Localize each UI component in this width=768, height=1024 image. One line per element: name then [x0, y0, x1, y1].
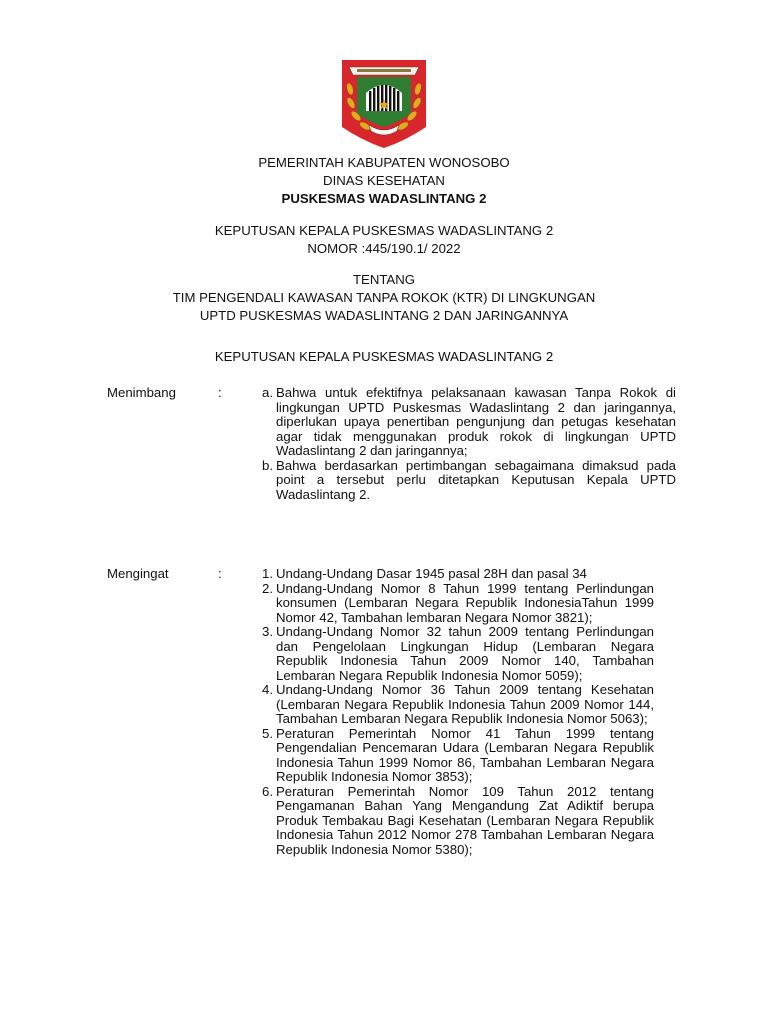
list-marker: 3.	[262, 624, 273, 639]
about-label: TENTANG	[352, 272, 416, 287]
list-item	[253, 459, 676, 503]
list-item	[253, 785, 654, 858]
list-item	[253, 582, 654, 626]
decree-number: NOMOR :445/190.1/ 2022	[307, 241, 461, 256]
list-marker: 5.	[262, 725, 273, 741]
department-name: DINAS KESEHATAN	[323, 173, 445, 188]
list-item	[253, 567, 654, 582]
list-item-text: Bahwa berdasarkan pertimbangan sebagaimana dimaksud pada point a tersebut perlu ditetapkan Keputusan Kepala UPTD Wadaslintang 2.	[276, 457, 676, 502]
list-marker: a.	[262, 385, 273, 400]
institution-name: PUSKESMAS WADASLINTANG 2	[281, 191, 487, 206]
list-marker: 1.	[262, 566, 273, 581]
mengingat-label: Mengingat	[107, 566, 169, 581]
list-item	[253, 727, 654, 785]
list-marker: 6.	[262, 783, 273, 799]
decree-heading: KEPUTUSAN KEPALA PUSKESMAS WADASLINTANG 2	[214, 349, 554, 364]
list-marker: b.	[262, 457, 273, 473]
regency-emblem-icon	[341, 59, 427, 149]
list-marker: 2.	[262, 580, 273, 596]
decree-title-block	[0, 222, 768, 258]
subject-block	[0, 271, 768, 325]
subject-line-1: TIM PENGENDALI KAWASAN TANPA ROKOK (KTR) DI LINGKUNGAN	[172, 290, 596, 305]
list-item	[253, 386, 676, 459]
menimbang-label: Menimbang	[107, 385, 176, 400]
letterhead	[0, 154, 768, 208]
decree-title: KEPUTUSAN KEPALA PUSKESMAS WADASLINTANG 2	[214, 223, 554, 238]
list-item-text: Undang-Undang Nomor 32 tahun 2009 tentang Perlindungan dan Pengelolaan Lingkungan Hidup (Lembaran Negara Republik Indonesia Tahun 2009 Nomor 140, Tambahan Lembaran Negara Republik Indonesia Nomor 5059);	[276, 624, 654, 683]
mengingat-colon: :	[218, 566, 222, 581]
list-item-text: Peraturan Pemerintah Nomor 109 Tahun 2012 tentang Pengamanan Bahan Yang Mengandung Zat Adiktif berupa Produk Tembakau Bagi Kesehatan (Lembaran Negara Republik Indonesia Tahun 2012 Nomor 278 Tambahan Lembaran Negara Republik Indonesia Nomor 5380);	[276, 783, 654, 857]
decree-heading-block	[0, 348, 768, 366]
menimbang-colon: :	[218, 385, 222, 400]
list-item	[253, 625, 654, 683]
menimbang-list	[253, 386, 676, 502]
list-item-text: Bahwa untuk efektifnya pelaksanaan kawasan Tanpa Rokok di lingkungan UPTD Puskesmas Wadaslintang 2 dan jaringannya, diperlukan upaya penertiban pengunjung dan petugas kesehatan agar tidak menggunakan produk rokok di lingkungan UPTD Wadaslintang 2 dan jaringannya;	[276, 385, 676, 458]
list-marker: 4.	[262, 682, 273, 697]
list-item	[253, 683, 654, 727]
list-item-text: Peraturan Pemerintah Nomor 41 Tahun 1999 tentang Pengendalian Pencemaran Udara (Lembaran Negara Republik Indonesia Tahun 1999 Nomor 86, Tambahan Lembaran Negara Republik Indonesia Nomor 3853);	[276, 725, 654, 784]
government-name: PEMERINTAH KABUPATEN WONOSOBO	[258, 155, 510, 170]
mengingat-list	[253, 567, 654, 857]
list-item-text: Undang-Undang Nomor 36 Tahun 2009 tentang Kesehatan (Lembaran Negara Republik Indonesia Tahun 2009 Nomor 144, Tambahan Lembaran Negara Republik Indonesia Nomor 5063);	[276, 682, 654, 726]
subject-line-2: UPTD PUSKESMAS WADASLINTANG 2 DAN JARINGANNYA	[199, 308, 569, 323]
list-item-text: Undang-Undang Nomor 8 Tahun 1999 tentang Perlindungan konsumen (Lembaran Negara Republik IndonesiaTahun 1999 Nomor 42, Tambahan lembaran Negara Nomor 3821);	[276, 580, 654, 625]
list-item-text: Undang-Undang Dasar 1945 pasal 28H dan pasal 34	[276, 566, 587, 581]
